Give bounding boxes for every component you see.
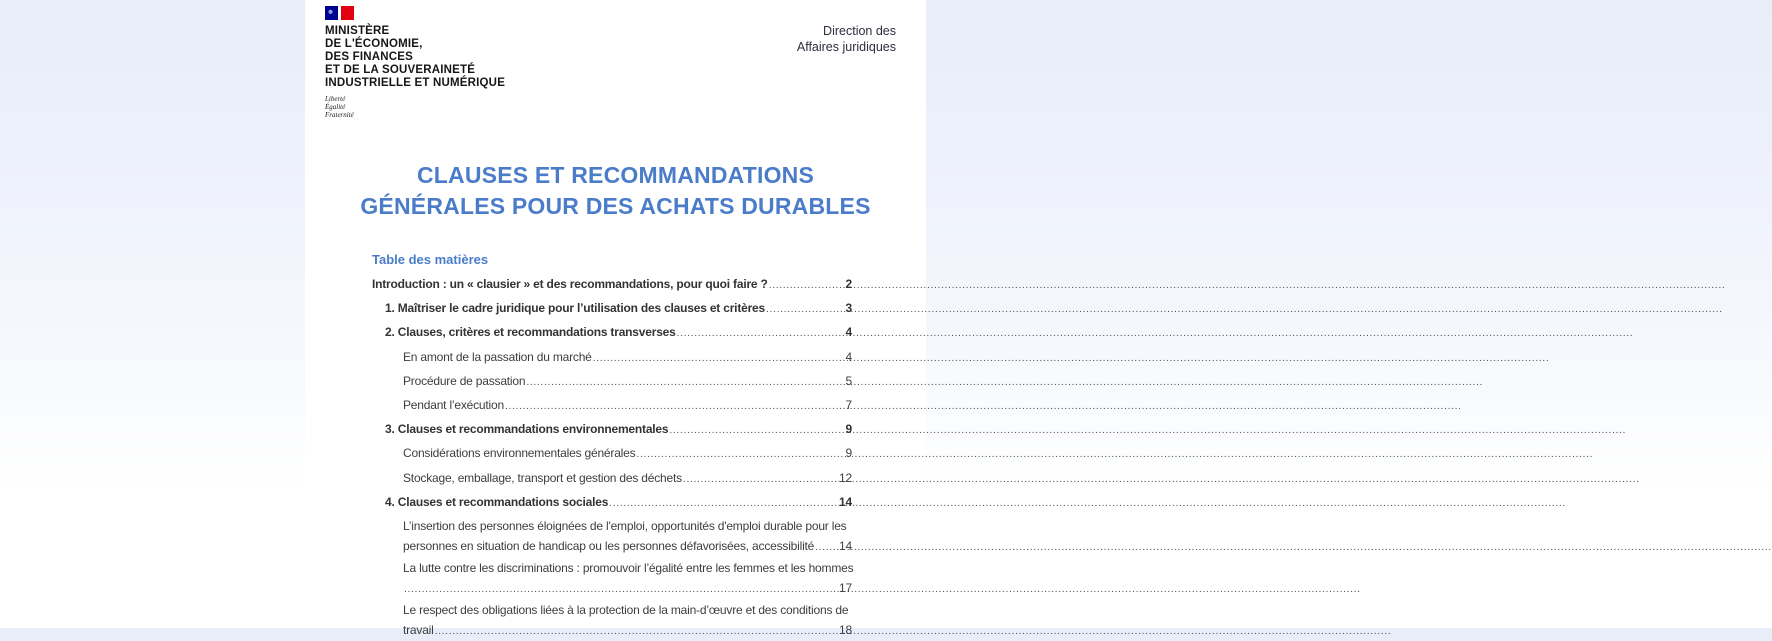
toc-dot-leader bbox=[677, 322, 845, 345]
toc-entry-label: 2. Clauses, critères et recommandations transverses bbox=[385, 325, 676, 340]
toc-line bbox=[403, 517, 852, 537]
ministry-logo-block bbox=[325, 6, 505, 119]
motto-line: Fraternité bbox=[325, 111, 354, 119]
page-title bbox=[305, 160, 926, 222]
republic-motto bbox=[325, 95, 505, 119]
toc-line bbox=[403, 621, 852, 641]
toc-entry-label: Procédure de passation bbox=[403, 373, 526, 388]
toc-entry[interactable] bbox=[372, 515, 852, 557]
toc-line bbox=[403, 442, 852, 466]
ministry-name bbox=[325, 25, 505, 90]
toc-page-number: 2 bbox=[845, 277, 852, 291]
toc-page-number: 12 bbox=[839, 470, 852, 485]
direction-label bbox=[797, 24, 896, 55]
toc-entry[interactable] bbox=[372, 297, 852, 321]
motto-line: Liberté bbox=[325, 95, 346, 103]
toc-entry[interactable] bbox=[372, 599, 852, 641]
toc-entry-label: L’insertion des personnes éloignées de l'emploi, opportunités d'emploi durable pour les bbox=[403, 519, 847, 534]
toc-dot-leader bbox=[404, 580, 838, 600]
motto-line: Égalité bbox=[325, 103, 346, 111]
toc-dot-leader bbox=[593, 347, 845, 370]
toc-entry[interactable] bbox=[372, 557, 852, 599]
toc-dot-leader bbox=[669, 419, 844, 442]
direction-line: Affaires juridiques bbox=[796, 39, 896, 54]
toc-dot-leader bbox=[526, 371, 844, 394]
toc-entry-label: 1. Maîtriser le cadre juridique pour l’utilisation des clauses et critères bbox=[385, 301, 766, 316]
toc-dot-leader bbox=[769, 274, 845, 297]
toc-page-number: 4 bbox=[845, 325, 852, 340]
ministry-name-line: DE L'ÉCONOMIE, bbox=[325, 38, 423, 50]
toc-line bbox=[403, 601, 852, 621]
toc-entry[interactable] bbox=[372, 273, 852, 297]
ministry-name-line: INDUSTRIELLE ET NUMÉRIQUE bbox=[325, 77, 506, 89]
toc-entry-label: Pendant l’exécution bbox=[403, 398, 504, 413]
toc-entry-label: Introduction : un « clausier » et des recommandations, pour quoi faire ? bbox=[372, 277, 768, 291]
toc-line bbox=[403, 394, 852, 418]
toc-line bbox=[403, 537, 852, 558]
toc-entry[interactable] bbox=[372, 370, 852, 394]
ministry-name-line: MINISTÈRE bbox=[325, 25, 390, 37]
toc-entry-label: travail bbox=[403, 622, 434, 637]
toc-line bbox=[403, 346, 852, 370]
toc-entry-label: Stockage, emballage, transport et gestion des déchets bbox=[403, 470, 682, 485]
toc-page-number: 7 bbox=[845, 398, 852, 413]
toc-page-number: 14 bbox=[839, 494, 852, 509]
ministry-name-line: ET DE LA SOUVERAINETÉ bbox=[325, 64, 476, 76]
toc-dot-leader bbox=[505, 395, 845, 418]
french-flag-icon bbox=[325, 6, 505, 20]
toc-dot-leader bbox=[766, 298, 845, 321]
toc-entry-label: En amont de la passation du marché bbox=[403, 349, 592, 364]
toc-entry[interactable] bbox=[372, 491, 852, 515]
toc-page-number: 5 bbox=[845, 373, 852, 388]
toc-entry[interactable] bbox=[372, 467, 852, 491]
toc-line bbox=[385, 297, 852, 321]
toc-entry[interactable] bbox=[372, 321, 852, 345]
toc-line bbox=[403, 579, 852, 600]
toc-entry-label: personnes en situation de handicap ou les personnes défavorisées, accessibilité bbox=[403, 538, 815, 553]
page-title-line1: CLAUSES ET RECOMMANDATIONS bbox=[416, 162, 815, 188]
toc-page-number: 4 bbox=[845, 349, 852, 364]
toc-line bbox=[372, 273, 852, 297]
flag-blue-block bbox=[325, 6, 338, 20]
toc-entry[interactable] bbox=[372, 418, 852, 442]
flag-red-block bbox=[341, 6, 354, 20]
toc-list bbox=[372, 273, 852, 641]
toc-line bbox=[403, 370, 852, 394]
ministry-name-line: DES FINANCES bbox=[325, 51, 414, 63]
toc-line bbox=[403, 467, 852, 491]
toc-dot-leader bbox=[636, 443, 844, 466]
toc-entry[interactable] bbox=[372, 346, 852, 370]
toc-dot-leader bbox=[683, 468, 838, 491]
toc-page-number: 14 bbox=[839, 538, 852, 553]
toc-heading: Table des matières bbox=[372, 252, 489, 267]
toc-entry-label: Considérations environnementales générales bbox=[403, 446, 636, 461]
toc-entry-label: 4. Clauses et recommandations sociales bbox=[385, 494, 609, 509]
toc-dot-leader bbox=[435, 622, 838, 641]
document-page bbox=[305, 0, 926, 637]
toc-entry-label: La lutte contre les discriminations : promouvoir l’égalité entre les femmes et les hommes bbox=[403, 561, 854, 576]
toc-entry-label: Le respect des obligations liées à la protection de la main-d’œuvre et des conditions de bbox=[403, 603, 849, 618]
toc-page-number: 3 bbox=[845, 301, 852, 316]
toc-page-number: 9 bbox=[845, 446, 852, 461]
toc-entry[interactable] bbox=[372, 394, 852, 418]
toc-line bbox=[385, 321, 852, 345]
toc-page-number: 9 bbox=[845, 422, 852, 437]
toc-page-number: 17 bbox=[839, 580, 852, 595]
toc-dot-leader bbox=[815, 538, 838, 558]
toc-entry[interactable] bbox=[372, 442, 852, 466]
toc-entry-label: 3. Clauses et recommandations environnementales bbox=[385, 422, 669, 437]
toc-dot-leader bbox=[609, 492, 838, 515]
direction-line: Direction des bbox=[823, 24, 896, 38]
page-title-line2: GÉNÉRALES POUR DES ACHATS DURABLES bbox=[360, 193, 871, 219]
toc-line bbox=[403, 559, 852, 579]
toc-line bbox=[385, 418, 852, 442]
toc-line bbox=[385, 491, 852, 515]
toc-page-number: 18 bbox=[839, 622, 852, 637]
